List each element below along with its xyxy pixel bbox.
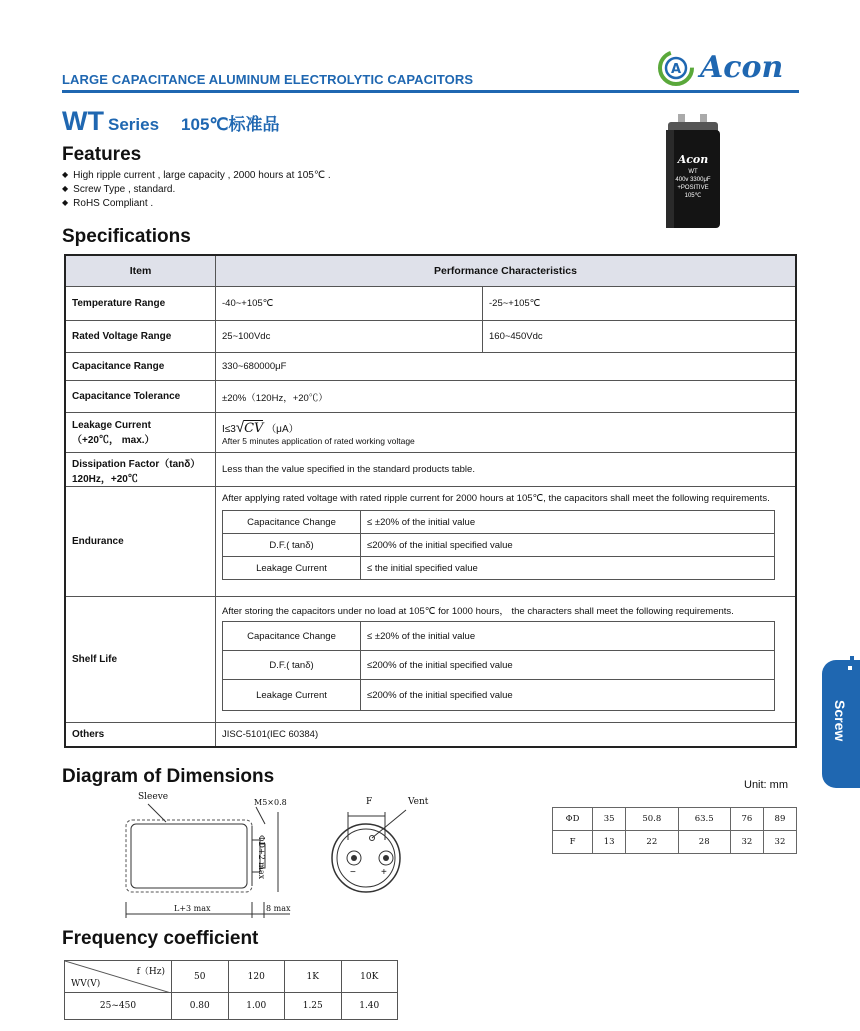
spec-value: 160~450Vdc [483, 321, 797, 353]
specifications-table [64, 254, 797, 748]
spec-value [216, 597, 797, 723]
spec-value: Less than the value specified in the standard products table. [216, 453, 797, 487]
sub-key: D.F.( tanδ) [223, 534, 361, 557]
freq-header: 50 [172, 961, 229, 993]
table-cell: 1.00 [228, 993, 285, 1020]
leakage-condition: （+20℃， max.） [72, 434, 155, 446]
side-tab-label: Screw [832, 700, 848, 742]
vent-label: Vent [408, 797, 429, 807]
spec-label: Rated Voltage Range [65, 321, 216, 353]
table-cell: 1.25 [285, 993, 342, 1020]
table-cell: 28 [678, 831, 730, 854]
sub-value: ≤200% of the initial specified value [361, 534, 775, 557]
feature-item: ◆ High ripple current , large capacity , 2000 hours at 105℃ . [62, 169, 331, 183]
spec-value: 25~100Vdc [216, 321, 483, 353]
screw-side-tab [822, 660, 860, 788]
leakage-label: Leakage Current [72, 419, 151, 431]
sub-key: Leakage Current [223, 680, 361, 711]
acon-logo-icon [656, 48, 696, 88]
spec-header-row [65, 255, 796, 287]
product-line2: 400v 3300μF [675, 177, 711, 183]
shelf-subtable [222, 621, 775, 711]
spec-label: Others [65, 723, 216, 747]
spec-label: Temperature Range [65, 287, 216, 321]
spec-label: Capacitance Tolerance [65, 381, 216, 413]
table-cell: 32 [730, 831, 763, 854]
sub-key: D.F.( tanδ) [223, 651, 361, 680]
spec-value [216, 413, 797, 453]
wv-axis-label: WV(V) [71, 979, 101, 989]
spec-row-dissipation [65, 453, 796, 487]
feature-item: ◆ RoHS Compliant . [62, 197, 331, 211]
series-code: WT [62, 106, 104, 136]
product-labels [668, 168, 718, 200]
spec-value: -25~+105℃ [483, 287, 797, 321]
row-label: 25~450 [65, 993, 172, 1020]
specifications-heading: Specifications [62, 226, 191, 247]
table-cell: 35 [593, 808, 626, 831]
table-cell: 13 [593, 831, 626, 854]
spec-row-voltage [65, 321, 796, 353]
df-label: Dissipation Factor（tanδ） [72, 458, 201, 470]
f-label: F [366, 797, 373, 807]
minus-label: − [350, 867, 356, 878]
features-heading: Features [62, 144, 142, 165]
top-view-diagram [328, 800, 438, 900]
table-cell: 0.80 [172, 993, 229, 1020]
thread-label: M5×0.8 [254, 798, 287, 807]
series-temp: 105℃标准品 [181, 115, 280, 134]
product-brand: Acon [677, 153, 709, 166]
series-title [62, 106, 280, 137]
spec-row-capacitance [65, 353, 796, 381]
frequency-table [64, 960, 398, 1020]
table-cell: 76 [730, 808, 763, 831]
sleeve-label: Sleeve [138, 792, 169, 802]
sub-value: ≤ the initial specified value [361, 557, 775, 580]
tab-pixel-decoration [836, 656, 860, 676]
spec-row-tolerance [65, 381, 796, 413]
table-cell: 63.5 [678, 808, 730, 831]
row-label: F [553, 831, 593, 854]
table-row [553, 808, 797, 831]
col-item-header: Item [65, 255, 216, 287]
spec-label [65, 453, 216, 487]
spec-row-shelf [65, 597, 796, 723]
formula-prefix: I≤3 [222, 424, 236, 435]
product-line4: 105℃ [684, 193, 702, 199]
table-row [553, 831, 797, 854]
document-header-title: LARGE CAPACITANCE ALUMINUM ELECTROLYTIC CAPACITORS [62, 72, 474, 87]
length-label: L+3 max [174, 904, 211, 913]
spec-value: JISC-5101(IEC 60384) [216, 723, 797, 747]
table-cell: 1.40 [341, 993, 398, 1020]
corner-cell [65, 961, 172, 993]
formula-unit: （μA） [266, 424, 299, 435]
dimensions-heading: Diagram of Dimensions [62, 766, 275, 787]
table-cell: 89 [763, 808, 796, 831]
table-cell: 50.8 [626, 808, 678, 831]
product-line3: +POSITIVE [677, 185, 709, 191]
spec-row-endurance [65, 487, 796, 597]
sub-value: ≤200% of the initial specified value [361, 680, 775, 711]
product-line1: WT [688, 169, 698, 175]
sub-value: ≤ ±20% of the initial value [361, 511, 775, 534]
terminal-length-label: 8 max [266, 904, 291, 913]
sub-key: Capacitance Change [223, 511, 361, 534]
spec-value: 330~680000μF [216, 353, 797, 381]
sub-value: ≤200% of the initial specified value [361, 651, 775, 680]
series-label: Series [107, 115, 160, 134]
svg-text:A: A [671, 62, 682, 77]
row-label: ΦD [553, 808, 593, 831]
spec-label: Shelf Life [65, 597, 216, 723]
plus-label: + [381, 867, 387, 878]
freq-axis-label: f（Hz) [136, 967, 165, 977]
df-condition: 120Hz，+20℃ [72, 473, 138, 485]
table-cell: 32 [763, 831, 796, 854]
table-row [65, 961, 398, 993]
table-cell: 22 [626, 831, 678, 854]
frequency-heading: Frequency coefficient [62, 928, 259, 949]
leakage-formula: I≤3√CV （μA） [222, 419, 299, 436]
spec-value [216, 487, 797, 597]
sub-key: Capacitance Change [223, 622, 361, 651]
freq-header: 1K [285, 961, 342, 993]
freq-header: 120 [228, 961, 285, 993]
endurance-intro: After applying rated voltage with rated ripple current for 2000 hours at 105℃, the capacitors shall meet the following requirements. [222, 493, 770, 504]
unit-label: Unit: mm [744, 779, 788, 791]
formula-cv: CV [244, 421, 264, 436]
spec-label: Capacitance Range [65, 353, 216, 381]
feature-item: ◆ Screw Type , standard. [62, 183, 331, 197]
col-perf-header: Performance Characteristics [216, 255, 797, 287]
table-row [65, 993, 398, 1020]
leakage-note: After 5 minutes application of rated working voltage [222, 436, 415, 446]
endurance-subtable [222, 510, 775, 580]
sub-value: ≤ ±20% of the initial value [361, 622, 775, 651]
diameter-label: ΦD+2 max [257, 835, 266, 880]
spec-value: ±20%（120Hz，+20℃） [216, 381, 797, 413]
spec-label: Endurance [65, 487, 216, 597]
spec-label [65, 413, 216, 453]
spec-row-leakage [65, 413, 796, 453]
spec-value: -40~+105℃ [216, 287, 483, 321]
spec-row-temperature [65, 287, 796, 321]
header-rule [62, 90, 799, 93]
features-list [62, 169, 331, 211]
spec-row-others [65, 723, 796, 747]
dimensions-table [552, 807, 797, 854]
sub-key: Leakage Current [223, 557, 361, 580]
brand-logo-text: Acon [700, 50, 784, 85]
shelf-intro: After storing the capacitors under no load at 105℃ for 1000 hours， the characters shall meet the following requirements. [222, 606, 734, 617]
freq-header: 10K [341, 961, 398, 993]
side-view-diagram [118, 792, 308, 922]
